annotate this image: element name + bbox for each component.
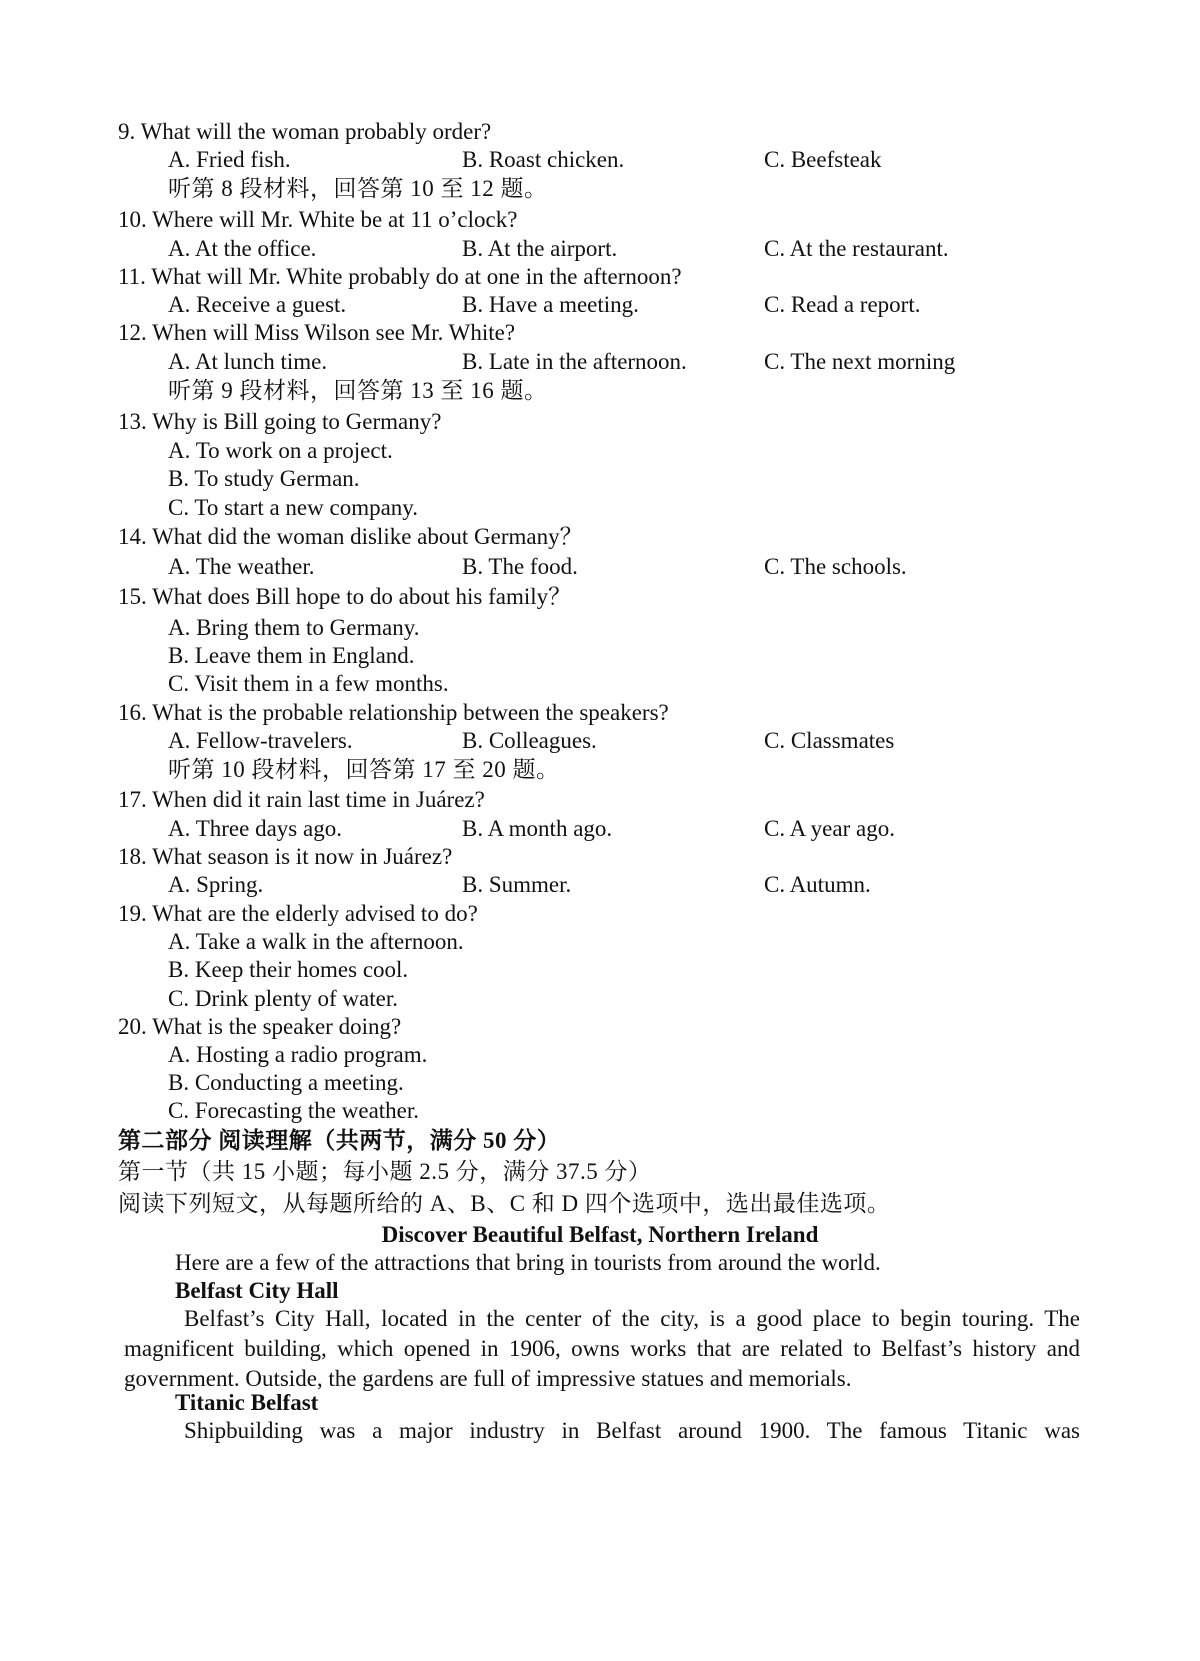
option-10c: C. At the restaurant.	[764, 236, 949, 261]
question-9: 9. What will the woman probably order?	[118, 119, 492, 144]
question-10: 10. Where will Mr. White be at 11 o’clock?	[118, 207, 518, 232]
option-17c: C. A year ago.	[764, 816, 895, 841]
option-15c: C. Visit them in a few months.	[168, 671, 449, 696]
option-14a: A. The weather.	[168, 554, 315, 579]
option-20c: C. Forecasting the weather.	[168, 1098, 420, 1123]
subheading-titanic: Titanic Belfast	[175, 1390, 319, 1415]
passage-intro: Here are a few of the attractions that bring in tourists from around the world.	[175, 1250, 881, 1275]
question-18: 18. What season is it now in Juárez?	[118, 844, 453, 869]
reading-instruction: 阅读下列短文，从每题所给的 A、B、C 和 D 四个选项中，选出最佳选项。	[118, 1191, 891, 1216]
option-9b: B. Roast chicken.	[462, 147, 625, 172]
option-10a: A. At the office.	[168, 236, 317, 261]
option-20a: A. Hosting a radio program.	[168, 1042, 428, 1067]
option-16c: C. Classmates	[764, 728, 895, 753]
section-1-subheading: 第一节（共 15 小题；每小题 2.5 分，满分 37.5 分）	[118, 1159, 652, 1184]
question-14: 14. What did the woman dislike about Germany？	[118, 524, 583, 549]
option-18b: B. Summer.	[462, 872, 572, 897]
question-20: 20. What is the speaker doing?	[118, 1014, 402, 1039]
section-10-instruction: 听第 10 段材料，回答第 17 至 20 题。	[168, 757, 560, 782]
question-19: 19. What are the elderly advised to do?	[118, 901, 478, 926]
question-17: 17. When did it rain last time in Juárez?	[118, 787, 485, 812]
option-18a: A. Spring.	[168, 872, 264, 897]
option-15b: B. Leave them in England.	[168, 643, 415, 668]
part-2-heading: 第二部分 阅读理解（共两节，满分 50 分）	[118, 1128, 561, 1153]
option-20b: B. Conducting a meeting.	[168, 1070, 404, 1095]
option-17a: A. Three days ago.	[168, 816, 342, 841]
paragraph-city-hall: Belfast’s City Hall, located in the center of the city, is a good place to begin touring. The magnificent building, which opened in 1906, owns works that are related to Belfast’s history and government. Outside, the gardens are full of impressive statues and memorials.	[124, 1306, 1080, 1391]
option-13c: C. To start a new company.	[168, 495, 419, 520]
paragraph-titanic: Shipbuilding was a major industry in Belfast around 1900. The famous Titanic was	[184, 1418, 1080, 1443]
option-13a: A. To work on a project.	[168, 438, 393, 463]
question-12: 12. When will Miss Wilson see Mr. White?	[118, 320, 516, 345]
option-19a: A. Take a walk in the afternoon.	[168, 929, 464, 954]
option-12a: A. At lunch time.	[168, 349, 328, 374]
option-15a: A. Bring them to Germany.	[168, 615, 420, 640]
option-17b: B. A month ago.	[462, 816, 613, 841]
section-9-instruction: 听第 9 段材料，回答第 13 至 16 题。	[168, 378, 548, 403]
question-13: 13. Why is Bill going to Germany?	[118, 409, 442, 434]
option-12b: B. Late in the afternoon.	[462, 349, 687, 374]
option-14c: C. The schools.	[764, 554, 907, 579]
passage-title: Discover Beautiful Belfast, Northern Ireland	[381, 1222, 819, 1247]
option-16a: A. Fellow-travelers.	[168, 728, 353, 753]
option-11b: B. Have a meeting.	[462, 292, 639, 317]
option-10b: B. At the airport.	[462, 236, 618, 261]
section-8-instruction: 听第 8 段材料，回答第 10 至 12 题。	[168, 176, 548, 201]
question-15: 15. What does Bill hope to do about his family？	[118, 584, 572, 609]
option-9c: C. Beefsteak	[764, 147, 882, 172]
option-19b: B. Keep their homes cool.	[168, 957, 409, 982]
question-11: 11. What will Mr. White probably do at one in the afternoon?	[118, 264, 682, 289]
option-19c: C. Drink plenty of water.	[168, 986, 398, 1011]
option-11c: C. Read a report.	[764, 292, 921, 317]
subheading-city-hall: Belfast City Hall	[175, 1278, 339, 1303]
option-16b: B. Colleagues.	[462, 728, 597, 753]
option-11a: A. Receive a guest.	[168, 292, 347, 317]
option-12c: C. The next morning	[764, 349, 956, 374]
option-14b: B. The food.	[462, 554, 578, 579]
option-9a: A. Fried fish.	[168, 147, 291, 172]
option-13b: B. To study German.	[168, 466, 360, 491]
option-18c: C. Autumn.	[764, 872, 871, 897]
question-16: 16. What is the probable relationship between the speakers?	[118, 700, 669, 725]
